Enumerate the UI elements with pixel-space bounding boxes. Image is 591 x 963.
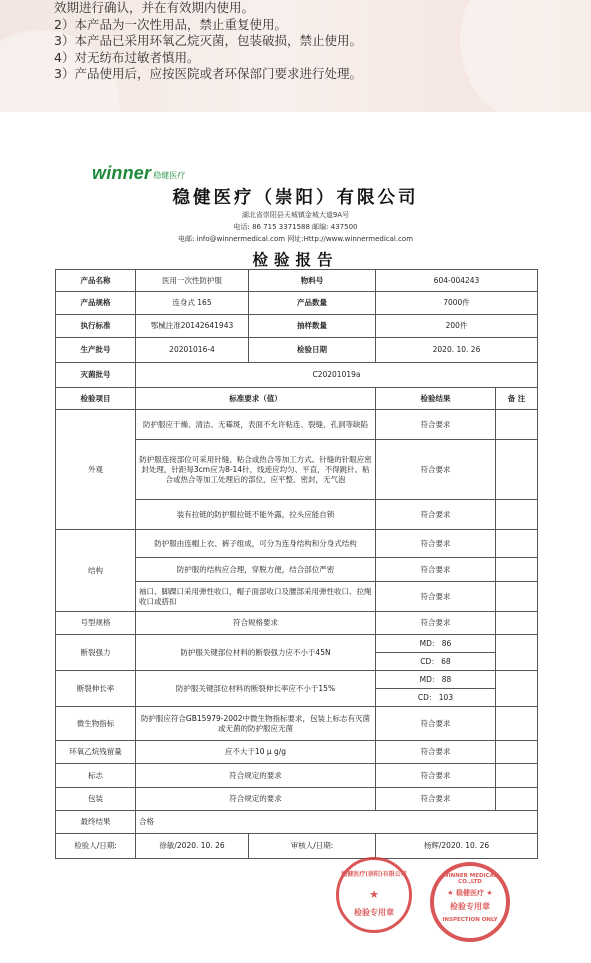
result-cell: 符合要求 <box>376 558 496 582</box>
table-row <box>56 338 538 363</box>
steril-label: 灭菌批号 <box>56 363 136 388</box>
header-standard: 标准要求（值） <box>136 388 376 410</box>
remark-cell <box>496 741 538 764</box>
report-title: 检验报告 <box>252 250 339 269</box>
note-line: 2）本产品为一次性用品，禁止重复使用。 <box>54 16 287 32</box>
inspection-seal-en <box>430 862 510 942</box>
result-cell: 符合要求 <box>376 410 496 440</box>
break-results <box>376 635 496 671</box>
logo-cn-text: 稳健医疗 <box>153 171 186 180</box>
result-cell: 符合要求 <box>376 612 496 635</box>
pack-label: 包装 <box>56 788 136 811</box>
table-row <box>56 292 538 315</box>
company-contact: 电邮: info@winnermedical.com 网址:Http://www.winnermedical.com <box>177 235 414 243</box>
sample-label: 抽样数量 <box>249 315 376 338</box>
reviewer-label: 审核人/日期: <box>249 834 376 859</box>
table-header-row <box>56 388 538 410</box>
remark-cell <box>496 635 538 671</box>
steril-value: C20201019a <box>136 363 538 388</box>
table-row <box>56 788 538 811</box>
elong-results <box>376 671 496 707</box>
break-cd: CD： 68 <box>420 656 451 666</box>
result-cell: 符合要求 <box>376 764 496 788</box>
header-item: 检验项目 <box>56 388 136 410</box>
elong-md: MD： 88 <box>376 671 495 689</box>
qty-value: 7000件 <box>376 292 538 315</box>
product-name-value: 医用一次性防护服 <box>136 270 249 292</box>
mark-label: 标志 <box>56 764 136 788</box>
inspection-report-document <box>0 112 591 963</box>
seal-center-text: 检验专用章 <box>450 902 490 911</box>
company-logo <box>92 162 185 184</box>
remark-cell <box>496 612 538 635</box>
remark-cell <box>496 764 538 788</box>
pack-std: 符合规定的要求 <box>136 788 376 811</box>
appearance-std-1: 防护服应干燥、清洁、无霉斑，表面不允许粘连、裂缝、孔洞等缺陷 <box>136 410 376 440</box>
result-cell: 符合要求 <box>376 500 496 530</box>
logo-wordmark: winner <box>92 163 152 183</box>
break-std: 防护服关键部位材料的断裂强力应不小于45N <box>136 635 376 671</box>
note-line: 4）对无纺布过敏者慎用。 <box>54 49 200 65</box>
size-std: 符合规格要求 <box>136 612 376 635</box>
micro-label: 微生物指标 <box>56 707 136 741</box>
seal-center-text: 检验专用章 <box>354 908 394 917</box>
remark-cell <box>496 440 538 500</box>
table-row <box>56 811 538 834</box>
result-cell: 符合要求 <box>376 440 496 500</box>
header-result: 检验结果 <box>376 388 496 410</box>
result-cell: 符合要求 <box>376 741 496 764</box>
seal-arc-text: WINNER MEDICAL CO.,LTD <box>442 873 498 885</box>
spec-value: 连身式 165 <box>136 292 249 315</box>
standard-label: 执行标准 <box>56 315 136 338</box>
table-row <box>56 363 538 388</box>
elong-cd: CD： 103 <box>417 692 454 702</box>
header-remark: 备 注 <box>496 388 538 410</box>
seal-star: ★ <box>369 888 379 901</box>
remark-cell <box>496 582 538 612</box>
remark-cell <box>496 410 538 440</box>
remark-cell <box>496 500 538 530</box>
eo-label: 环氧乙烷残留量 <box>56 741 136 764</box>
elong-label: 断裂伸长率 <box>56 671 136 707</box>
inspection-seal-cn <box>336 857 412 933</box>
structure-std-2: 防护服的结构应合理，穿脱方便，结合部位严密 <box>136 558 376 582</box>
notice-banner <box>0 0 591 112</box>
table-row <box>56 530 538 558</box>
inspector-value: 徐敏/2020. 10. 26 <box>136 834 249 859</box>
spec-label: 产品规格 <box>56 292 136 315</box>
inspection-table <box>55 269 538 859</box>
batch-value: 20201016-4 <box>136 338 249 363</box>
remark-cell <box>496 671 538 707</box>
result-cell: 符合要求 <box>376 707 496 741</box>
company-phone: 电话: 86 715 3371588 邮编: 437500 <box>233 223 358 231</box>
inspector-label: 检验人/日期: <box>56 834 136 859</box>
structure-label: 结构 <box>56 530 136 612</box>
test-date-label: 检验日期 <box>249 338 376 363</box>
table-row <box>56 612 538 635</box>
qty-label: 产品数量 <box>249 292 376 315</box>
appearance-std-3: 装有拉链的防护服拉链不能外露，拉头应能自锁 <box>136 500 376 530</box>
material-no-value: 604-004243 <box>376 270 538 292</box>
table-row <box>56 315 538 338</box>
note-line: 3）本产品已采用环氧乙烷灭菌，包装破损，禁止使用。 <box>54 33 362 49</box>
appearance-std-2: 防护服连接部位可采用针缝、粘合或热合等加工方式。针缝的针眼应密封处理，针距每3cm应为8-14针，线迹应均匀、平直，不得跳针。粘合或热合等加工处理后的部位，应平整、密封，无气泡 <box>136 440 376 500</box>
eo-std: 应不大于10 μ g/g <box>136 741 376 764</box>
break-md: MD： 86 <box>376 635 495 653</box>
remark-cell <box>496 530 538 558</box>
result-cell: 符合要求 <box>376 530 496 558</box>
note-line: 3）产品使用后，应按医院或者环保部门要求进行处理。 <box>54 66 362 82</box>
signature-row <box>56 834 538 859</box>
table-row <box>56 410 538 440</box>
elong-std: 防护服关键部位材料的断裂伸长率应不小于15% <box>136 671 376 707</box>
sample-value: 200件 <box>376 315 538 338</box>
batch-label: 生产批号 <box>56 338 136 363</box>
table-row <box>56 741 538 764</box>
usage-notes <box>54 0 574 83</box>
final-value: 合格 <box>136 811 538 834</box>
test-date-value: 2020. 10. 26 <box>376 338 538 363</box>
standard-value: 鄂械注准20142641943 <box>136 315 249 338</box>
seal-bottom-text: INSPECTION ONLY <box>442 917 498 923</box>
seal-arc-text: 稳健医疗(崇阳)有限公司 <box>341 871 407 878</box>
appearance-label: 外观 <box>56 410 136 530</box>
structure-std-3: 袖口、脚踝口采用弹性收口，帽子面部收口及腰部采用弹性收口、拉绳收口或搭扣 <box>136 582 376 612</box>
table-row <box>56 764 538 788</box>
result-cell: 符合要求 <box>376 582 496 612</box>
product-name-label: 产品名称 <box>56 270 136 292</box>
table-row <box>56 635 538 671</box>
remark-cell <box>496 707 538 741</box>
note-line: 效期进行确认，并在有效期内使用。 <box>54 0 255 15</box>
final-label: 最终结果 <box>56 811 136 834</box>
material-no-label: 物料号 <box>249 270 376 292</box>
remark-cell <box>496 788 538 811</box>
result-cell: 符合要求 <box>376 788 496 811</box>
seal-star: ★ 稳健医疗 ★ <box>447 889 493 897</box>
break-label: 断裂强力 <box>56 635 136 671</box>
remark-cell <box>496 558 538 582</box>
structure-std-1: 防护服由连帽上衣、裤子组成，可分为连身结构和分身式结构 <box>136 530 376 558</box>
reviewer-value: 杨辉/2020. 10. 26 <box>376 834 538 859</box>
company-name: 稳健医疗（崇阳）有限公司 <box>172 188 419 208</box>
size-label: 号型规格 <box>56 612 136 635</box>
table-row <box>56 671 538 707</box>
micro-std: 防护服应符合GB15979-2002中微生物指标要求，包装上标志有灭菌或无菌的防护服应无菌 <box>136 707 376 741</box>
company-address: 湖北省崇阳县天城镇金城大道9A号 <box>241 211 350 219</box>
table-row <box>56 707 538 741</box>
table-row <box>56 270 538 292</box>
mark-std: 符合规定的要求 <box>136 764 376 788</box>
